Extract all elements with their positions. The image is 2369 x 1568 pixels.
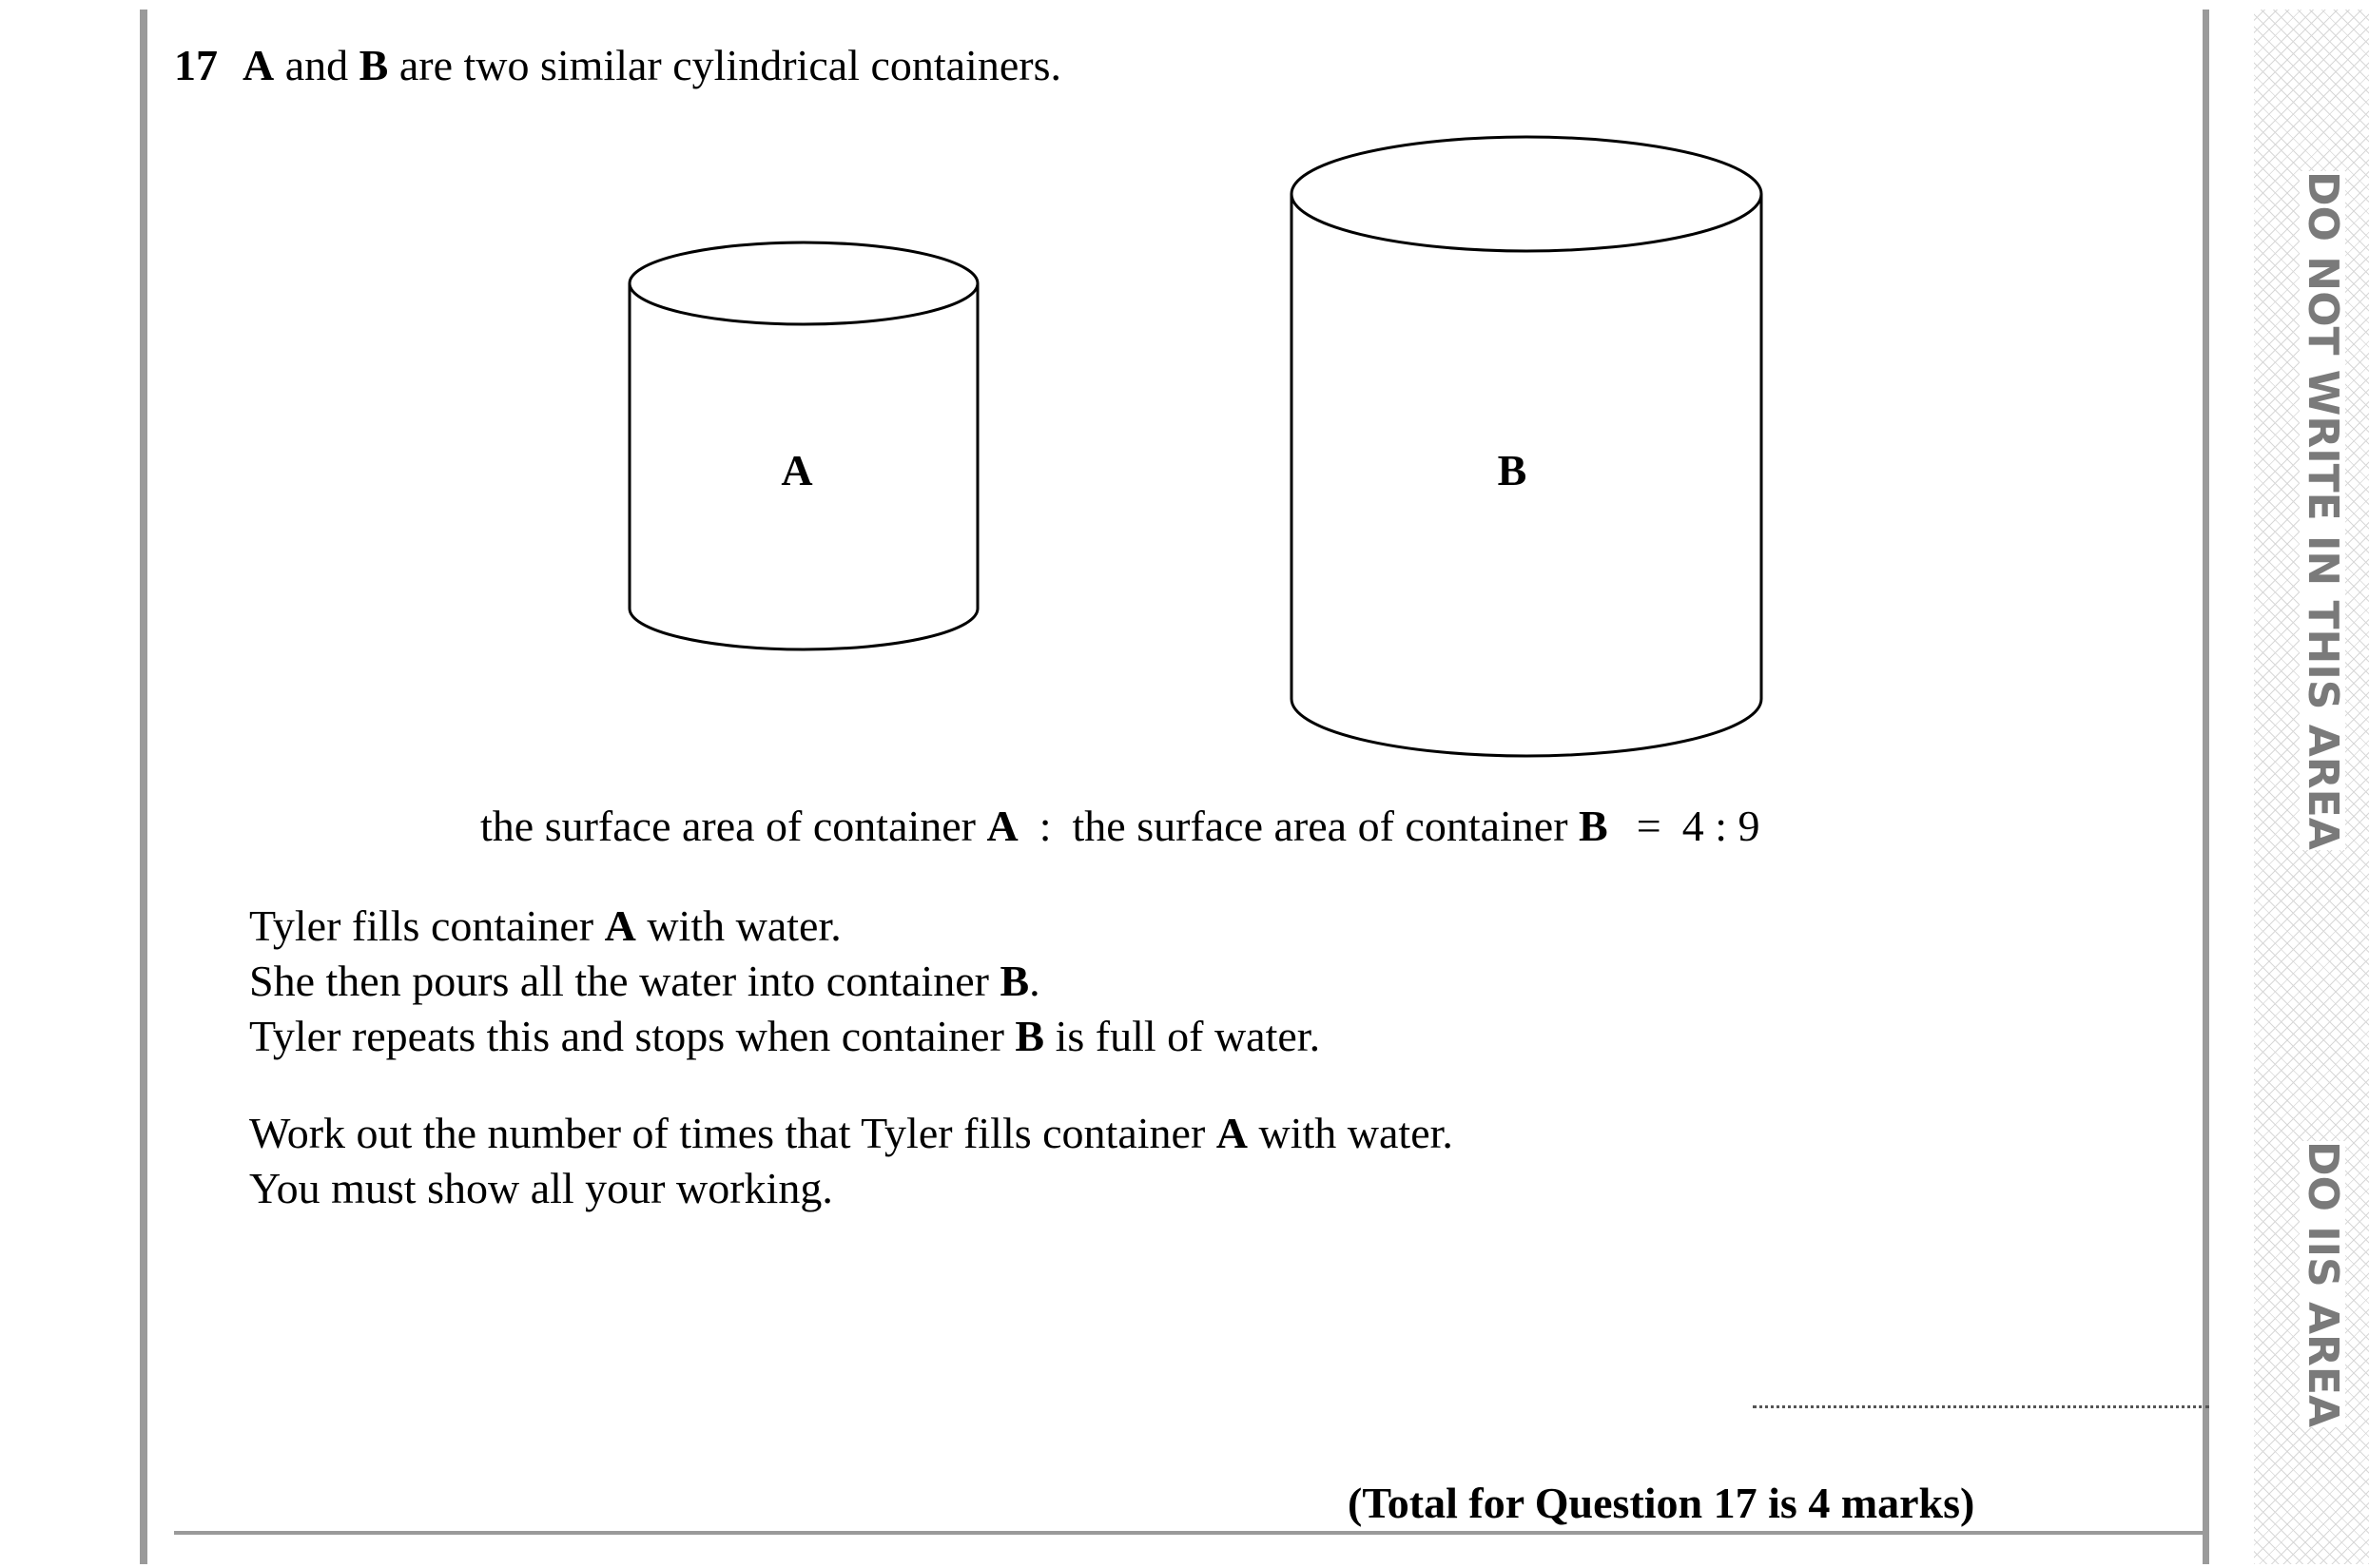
scenario-line-3-bold: B [1015, 1012, 1045, 1060]
margin-warning-bottom: DO IIS AREA [2299, 1141, 2347, 1428]
bottom-rule [174, 1531, 2209, 1535]
task-line-2: You must show all your working. [249, 1164, 833, 1212]
cylinder-a-top [630, 242, 978, 324]
answer-line[interactable] [1753, 1405, 2209, 1408]
cylinder-a-bottom [630, 609, 978, 649]
question-title-and: and [274, 41, 359, 89]
right-margin-rule [2203, 10, 2209, 1564]
task-line-1 [249, 1106, 1453, 1161]
question-title-b: B [359, 41, 389, 89]
task-paragraph [249, 1106, 1453, 1216]
total-marks: (Total for Question 17 is 4 marks) [1348, 1479, 1975, 1527]
question-title-rest: are two similar cylindrical containers. [388, 41, 1061, 89]
scenario-line-3 [249, 1009, 1320, 1064]
scenario-line-1-pre: Tyler fills container [249, 901, 605, 950]
scenario-paragraph [249, 899, 1320, 1064]
cylinders-figure [0, 0, 2187, 780]
ratio-separator: : [1039, 802, 1052, 850]
scenario-line-1-post: with water. [635, 901, 842, 950]
margin-warning-top: DO NOT WRITE IN THIS AREA [2299, 171, 2347, 850]
ratio-left-text: the surface area of container [480, 802, 987, 850]
cylinder-b-bottom [1291, 699, 1761, 756]
ratio-right-text: the surface area of container [1072, 802, 1580, 850]
scenario-line-1-bold: A [604, 901, 636, 950]
ratio-left-bold: A [986, 802, 1019, 850]
ratio-value: 4 : 9 [1681, 802, 1760, 850]
scenario-line-3-pre: Tyler repeats this and stops when container [249, 1012, 1016, 1060]
cylinder-b-top [1291, 137, 1761, 251]
scenario-line-1 [249, 899, 1320, 954]
task-line-1-pre: Work out the number of times that Tyler fills container [249, 1109, 1216, 1157]
surface-area-ratio [480, 801, 1759, 851]
scenario-line-2 [249, 954, 1320, 1009]
task-line-1-bold: A [1215, 1109, 1248, 1157]
scenario-line-3-post: is full of water. [1044, 1012, 1321, 1060]
scenario-line-2-pre: She then pours all the water into container [249, 957, 1000, 1005]
question-title-a: A [243, 41, 275, 89]
cylinder-b-label: B [1497, 446, 1527, 494]
scenario-line-2-post: . [1029, 957, 1040, 1005]
task-line-1-post: with water. [1248, 1109, 1453, 1157]
scenario-line-2-bold: B [1000, 957, 1030, 1005]
ratio-right-bold: B [1579, 802, 1608, 850]
question-number: 17 [174, 41, 218, 89]
ratio-equals: = [1636, 802, 1661, 850]
cylinder-a-label: A [781, 446, 813, 494]
